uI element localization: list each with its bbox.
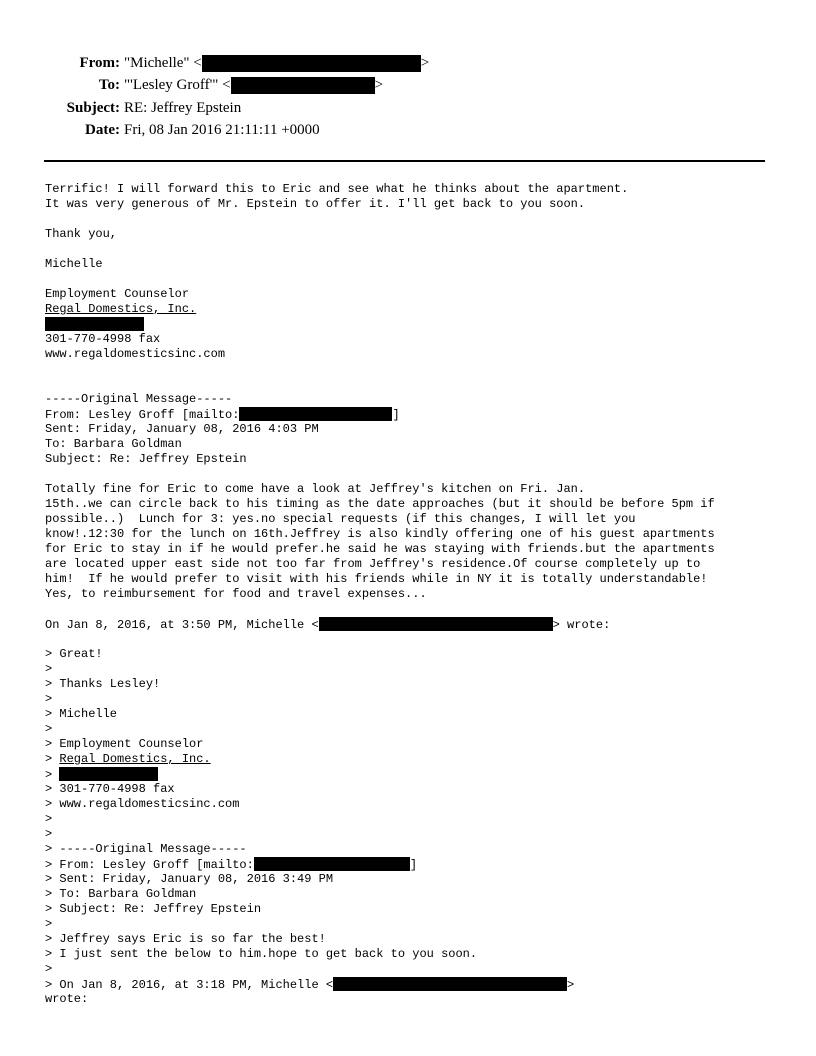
message-paragraph-line: for Eric to stay in if he would prefer.he said he was staying with friends.but the apartments (45, 542, 715, 556)
signature-fax: 301-770-4998 fax (45, 332, 161, 346)
date-value: Fri, 08 Jan 2016 21:11:11 +0000 (124, 121, 320, 138)
quoted-line: > From: Lesley Groff [mailto: ] (45, 858, 418, 872)
quoted-line: > Michelle (45, 707, 118, 721)
signature-company: Regal Domestics, Inc. (45, 302, 197, 316)
from-end: > (420, 55, 430, 71)
date-row (0, 119, 816, 141)
quoted-line: > (45, 962, 53, 976)
to-name: "'Lesley Groff'" < (124, 77, 231, 94)
original-message-separator: -----Original Message----- (45, 392, 233, 406)
quoted-line: > 301-770-4998 fax (45, 782, 175, 796)
redacted-to-email (231, 77, 375, 94)
original-sent: Sent: Friday, January 08, 2016 4:03 PM (45, 422, 319, 436)
message-paragraph-line: possible..) Lunch for 3: yes.no special requests (if this changes, I will let you (45, 512, 636, 526)
subject-row (0, 97, 816, 119)
quote-attribution: On Jan 8, 2016, at 3:50 PM, Michelle < > wrote: (45, 618, 611, 632)
from-label: From: (79, 55, 120, 71)
message-paragraph-line: 15th..we can circle back to his timing as the date approaches (but it should be before 5pm if (45, 497, 715, 511)
quoted-line: > Regal Domestics, Inc. (45, 752, 211, 766)
quoted-line: > Sent: Friday, January 08, 2016 3:49 PM (45, 872, 334, 886)
reply-line: Terrific! I will forward this to Eric and see what he thinks about the apartment. (45, 182, 629, 196)
to-label: To: (98, 77, 120, 94)
to-end: > (374, 77, 384, 94)
signature-website: www.regaldomesticsinc.com (45, 347, 226, 361)
from-row (0, 52, 816, 74)
original-subject: Subject: Re: Jeffrey Epstein (45, 452, 247, 466)
message-paragraph-line: are located upper east side not too far from Jeffrey's residence.Of course completely up to (45, 557, 701, 571)
quoted-line: > On Jan 8, 2016, at 3:18 PM, Michelle < > (45, 978, 575, 992)
from-name: "Michelle" < (124, 55, 202, 71)
original-from: From: Lesley Groff [mailto: ] (45, 408, 400, 422)
quoted-line: > (45, 767, 785, 782)
signature-name: Michelle (45, 257, 103, 271)
quoted-line: > Subject: Re: Jeffrey Epstein (45, 902, 262, 916)
quoted-line: > -----Original Message----- (45, 842, 247, 856)
reply-line: It was very generous of Mr. Epstein to offer it. I'll get back to you soon. (45, 197, 586, 211)
email-body (45, 182, 785, 1007)
original-to: To: Barbara Goldman (45, 437, 182, 451)
subject-value: RE: Jeffrey Epstein (124, 99, 242, 116)
quoted-line: > (45, 692, 53, 706)
message-paragraph-line: Yes, to reimbursement for food and travel expenses... (45, 587, 427, 601)
quoted-line: > Great! (45, 647, 103, 661)
redacted-email (254, 857, 410, 871)
message-paragraph-line: him! If he would prefer to visit with his friends while in NY it is totally understandable! (45, 572, 708, 586)
signature-title: Employment Counselor (45, 287, 190, 301)
redacted-email (239, 407, 392, 421)
message-paragraph-line: Totally fine for Eric to come have a look at Jeffrey's kitchen on Fri. Jan. (45, 482, 586, 496)
quoted-line: > I just sent the below to him.hope to get back to you soon. (45, 947, 478, 961)
to-value (124, 74, 383, 96)
quoted-line: > (45, 722, 53, 736)
wrote-line: wrote: (45, 992, 89, 1006)
message-paragraph-line: know!.12:30 for the lunch on 16th.Jeffrey is also kindly offering one of his guest apartments (45, 527, 715, 541)
quoted-line: > To: Barbara Goldman (45, 887, 197, 901)
quoted-company: Regal Domestics, Inc. (59, 752, 211, 766)
to-row (0, 74, 816, 96)
email-header (0, 52, 816, 141)
date-label: Date: (85, 121, 120, 138)
redacted-phone (59, 767, 158, 781)
closing: Thank you, (45, 227, 118, 241)
quoted-line: > Jeffrey says Eric is so far the best! (45, 932, 326, 946)
redacted-email (333, 977, 567, 991)
subject-label: Subject: (66, 99, 120, 116)
redacted-phone (45, 317, 144, 331)
quoted-line: > www.regaldomesticsinc.com (45, 797, 240, 811)
from-value (124, 52, 429, 74)
quoted-line: > Employment Counselor (45, 737, 204, 751)
quoted-line: > (45, 812, 53, 826)
redacted-email (319, 617, 553, 631)
quoted-line: > (45, 827, 53, 841)
redacted-from-email (202, 55, 421, 72)
header-divider (44, 160, 765, 162)
quoted-line: > (45, 662, 53, 676)
quoted-line: > (45, 917, 53, 931)
quoted-line: > Thanks Lesley! (45, 677, 161, 691)
